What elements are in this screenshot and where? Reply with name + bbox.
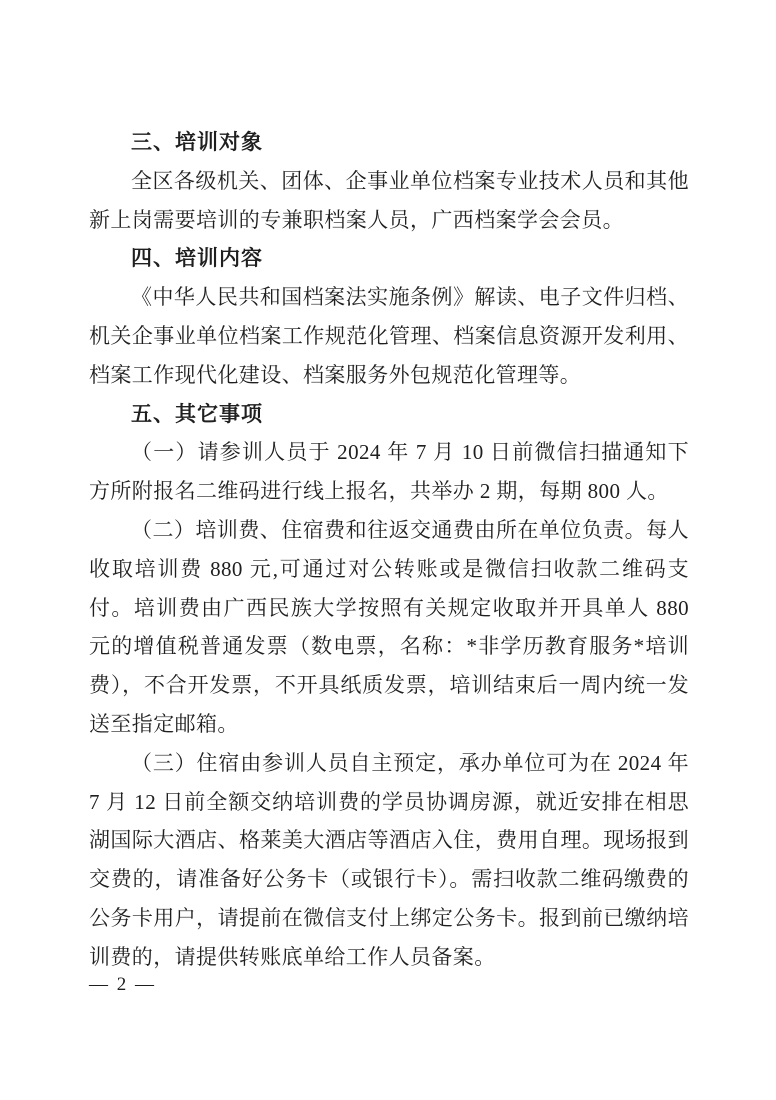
paragraph-training-target: 全区各级机关、团体、企事业单位档案专业技术人员和其他新上岗需要培训的专兼职档案人员，广西档案学会会员。 (89, 168, 689, 232)
paragraph-other-matters-registration: （一）请参训人员于 2024 年 7 月 10 日前微信扫描通知下方所附报名二维码进行线上报名，共举办 2 期，每期 800 人。 (89, 440, 689, 504)
page-footer (89, 972, 156, 998)
document-content (89, 123, 689, 977)
section-heading-other-matters: 五、其它事项 (131, 401, 263, 426)
section-heading-training-target: 三、培训对象 (131, 130, 263, 154)
section-heading-training-content: 四、培训内容 (131, 246, 263, 271)
paragraph-other-matters-fees-invoice: （二）培训费、住宿费和往返交通费由所在单位负责。每人收取培训费 880 元,可通过对公转账或是微信扫收款二维码支付。培训费由广西民族大学按照有关规定收取并开具单人 880 元的增值税普通发票（数电票，名称：*非学历教育服务*培训费），不合开发票，不开具纸质发票，培训结束后一周内统一发送至指定邮箱。 (89, 517, 689, 736)
paragraph-other-matters-accommodation-payment: （三）住宿由参训人员自主预定，承办单位可为在 2024 年 7 月 12 日前全额交纳培训费的学员协调房源，就近安排在相思湖国际大酒店、格莱美大酒店等酒店入住，费用自理。现场报到交费的，请准备好公务卡（或银行卡）。需扫收款二维码缴费的公务卡用户，请提前在微信支付上绑定公务卡。报到前已缴纳培训费的，请提供转账底单给工作人员备案。 (89, 750, 689, 969)
page-number: — 2 — (89, 974, 156, 995)
paragraph-training-content: 《中华人民共和国档案法实施条例》解读、电子文件归档、机关企事业单位档案工作规范化管理、档案信息资源开发利用、档案工作现代化建设、档案服务外包规范化管理等。 (89, 285, 689, 387)
